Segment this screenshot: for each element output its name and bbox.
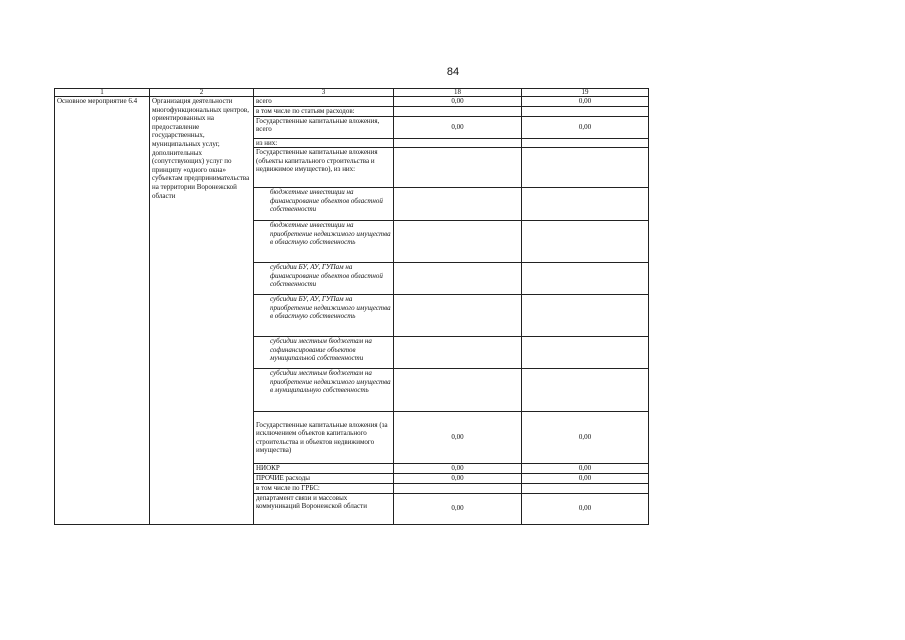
header-row (55, 89, 649, 97)
value-col18 (394, 369, 522, 412)
row-label: Государственные капитальные вложения, всего (254, 116, 394, 138)
value-col18 (394, 295, 522, 337)
value-col19 (522, 188, 649, 221)
main-activity-cell: Основное мероприятие 6.4 (55, 97, 150, 525)
value-col18: 0,00 (394, 116, 522, 138)
header-cell: 3 (254, 89, 394, 97)
value-col18 (394, 221, 522, 263)
value-col18: 0,00 (394, 493, 522, 524)
row-label: ПРОЧИЕ расходы (254, 474, 394, 484)
value-col19 (522, 138, 649, 148)
value-col19 (522, 148, 649, 188)
value-col18 (394, 484, 522, 494)
value-col19: 0,00 (522, 412, 649, 464)
value-col19 (522, 221, 649, 263)
value-col19 (522, 263, 649, 295)
row-label: субсидии БУ, АУ, ГУПам на приобретение недвижимого имущества в областную собственность (254, 295, 394, 337)
value-col18 (394, 107, 522, 117)
row-label: субсидии местным бюджетам на софинансирование объектов муниципальной собственности (254, 337, 394, 369)
header-cell: 2 (150, 89, 254, 97)
value-col18: 0,00 (394, 464, 522, 474)
row-label: субсидии БУ, АУ, ГУПам на финансирование объектов областной собственности (254, 263, 394, 295)
row-label: Государственные капитальные вложения (за исключением объектов капитального строительства и объектов недвижимого имущества) (254, 412, 394, 464)
value-col18 (394, 138, 522, 148)
value-col18 (394, 188, 522, 221)
value-col19: 0,00 (522, 474, 649, 484)
row-label: бюджетные инвестиции на приобретение недвижимого имущества в областную собственность (254, 221, 394, 263)
table-row (55, 97, 649, 107)
row-label: в том числе по статьям расходов: (254, 107, 394, 117)
value-col19 (522, 295, 649, 337)
value-col18 (394, 148, 522, 188)
value-col18: 0,00 (394, 474, 522, 484)
value-col19 (522, 369, 649, 412)
value-col18 (394, 263, 522, 295)
row-label: субсидии местным бюджетам на приобретение недвижимого имущества в муниципальную собственность (254, 369, 394, 412)
row-label: из них: (254, 138, 394, 148)
row-label: НИОКР (254, 464, 394, 474)
row-label: бюджетные инвестиции на финансирование объектов областной собственности (254, 188, 394, 221)
header-cell: 18 (394, 89, 522, 97)
value-col19 (522, 337, 649, 369)
value-col19 (522, 107, 649, 117)
value-col19: 0,00 (522, 116, 649, 138)
value-col18: 0,00 (394, 412, 522, 464)
row-label: департамент связи и массовых коммуникаций Воронежской области (254, 493, 394, 524)
value-col18 (394, 337, 522, 369)
value-col19 (522, 484, 649, 494)
budget-table (54, 88, 649, 525)
header-cell: 19 (522, 89, 649, 97)
value-col19: 0,00 (522, 464, 649, 474)
value-col19: 0,00 (522, 97, 649, 107)
activity-description-cell: Организация деятельности многофункциональных центров, ориентированных на предоставление государственных, муниципальных услуг, дополнительных (сопутствующих) услуг по принципу «одного окна» субъектам предпринимательства на территории Воронежской области (150, 97, 254, 525)
row-label: Государственные капитальные вложения (объекты капитального строительства и недвижимое имущество), из них: (254, 148, 394, 188)
header-cell: 1 (55, 89, 150, 97)
row-label: всего (254, 97, 394, 107)
value-col19: 0,00 (522, 493, 649, 524)
value-col18: 0,00 (394, 97, 522, 107)
row-label: в том числе по ГРБС: (254, 484, 394, 494)
page-number: 84 (446, 66, 460, 78)
